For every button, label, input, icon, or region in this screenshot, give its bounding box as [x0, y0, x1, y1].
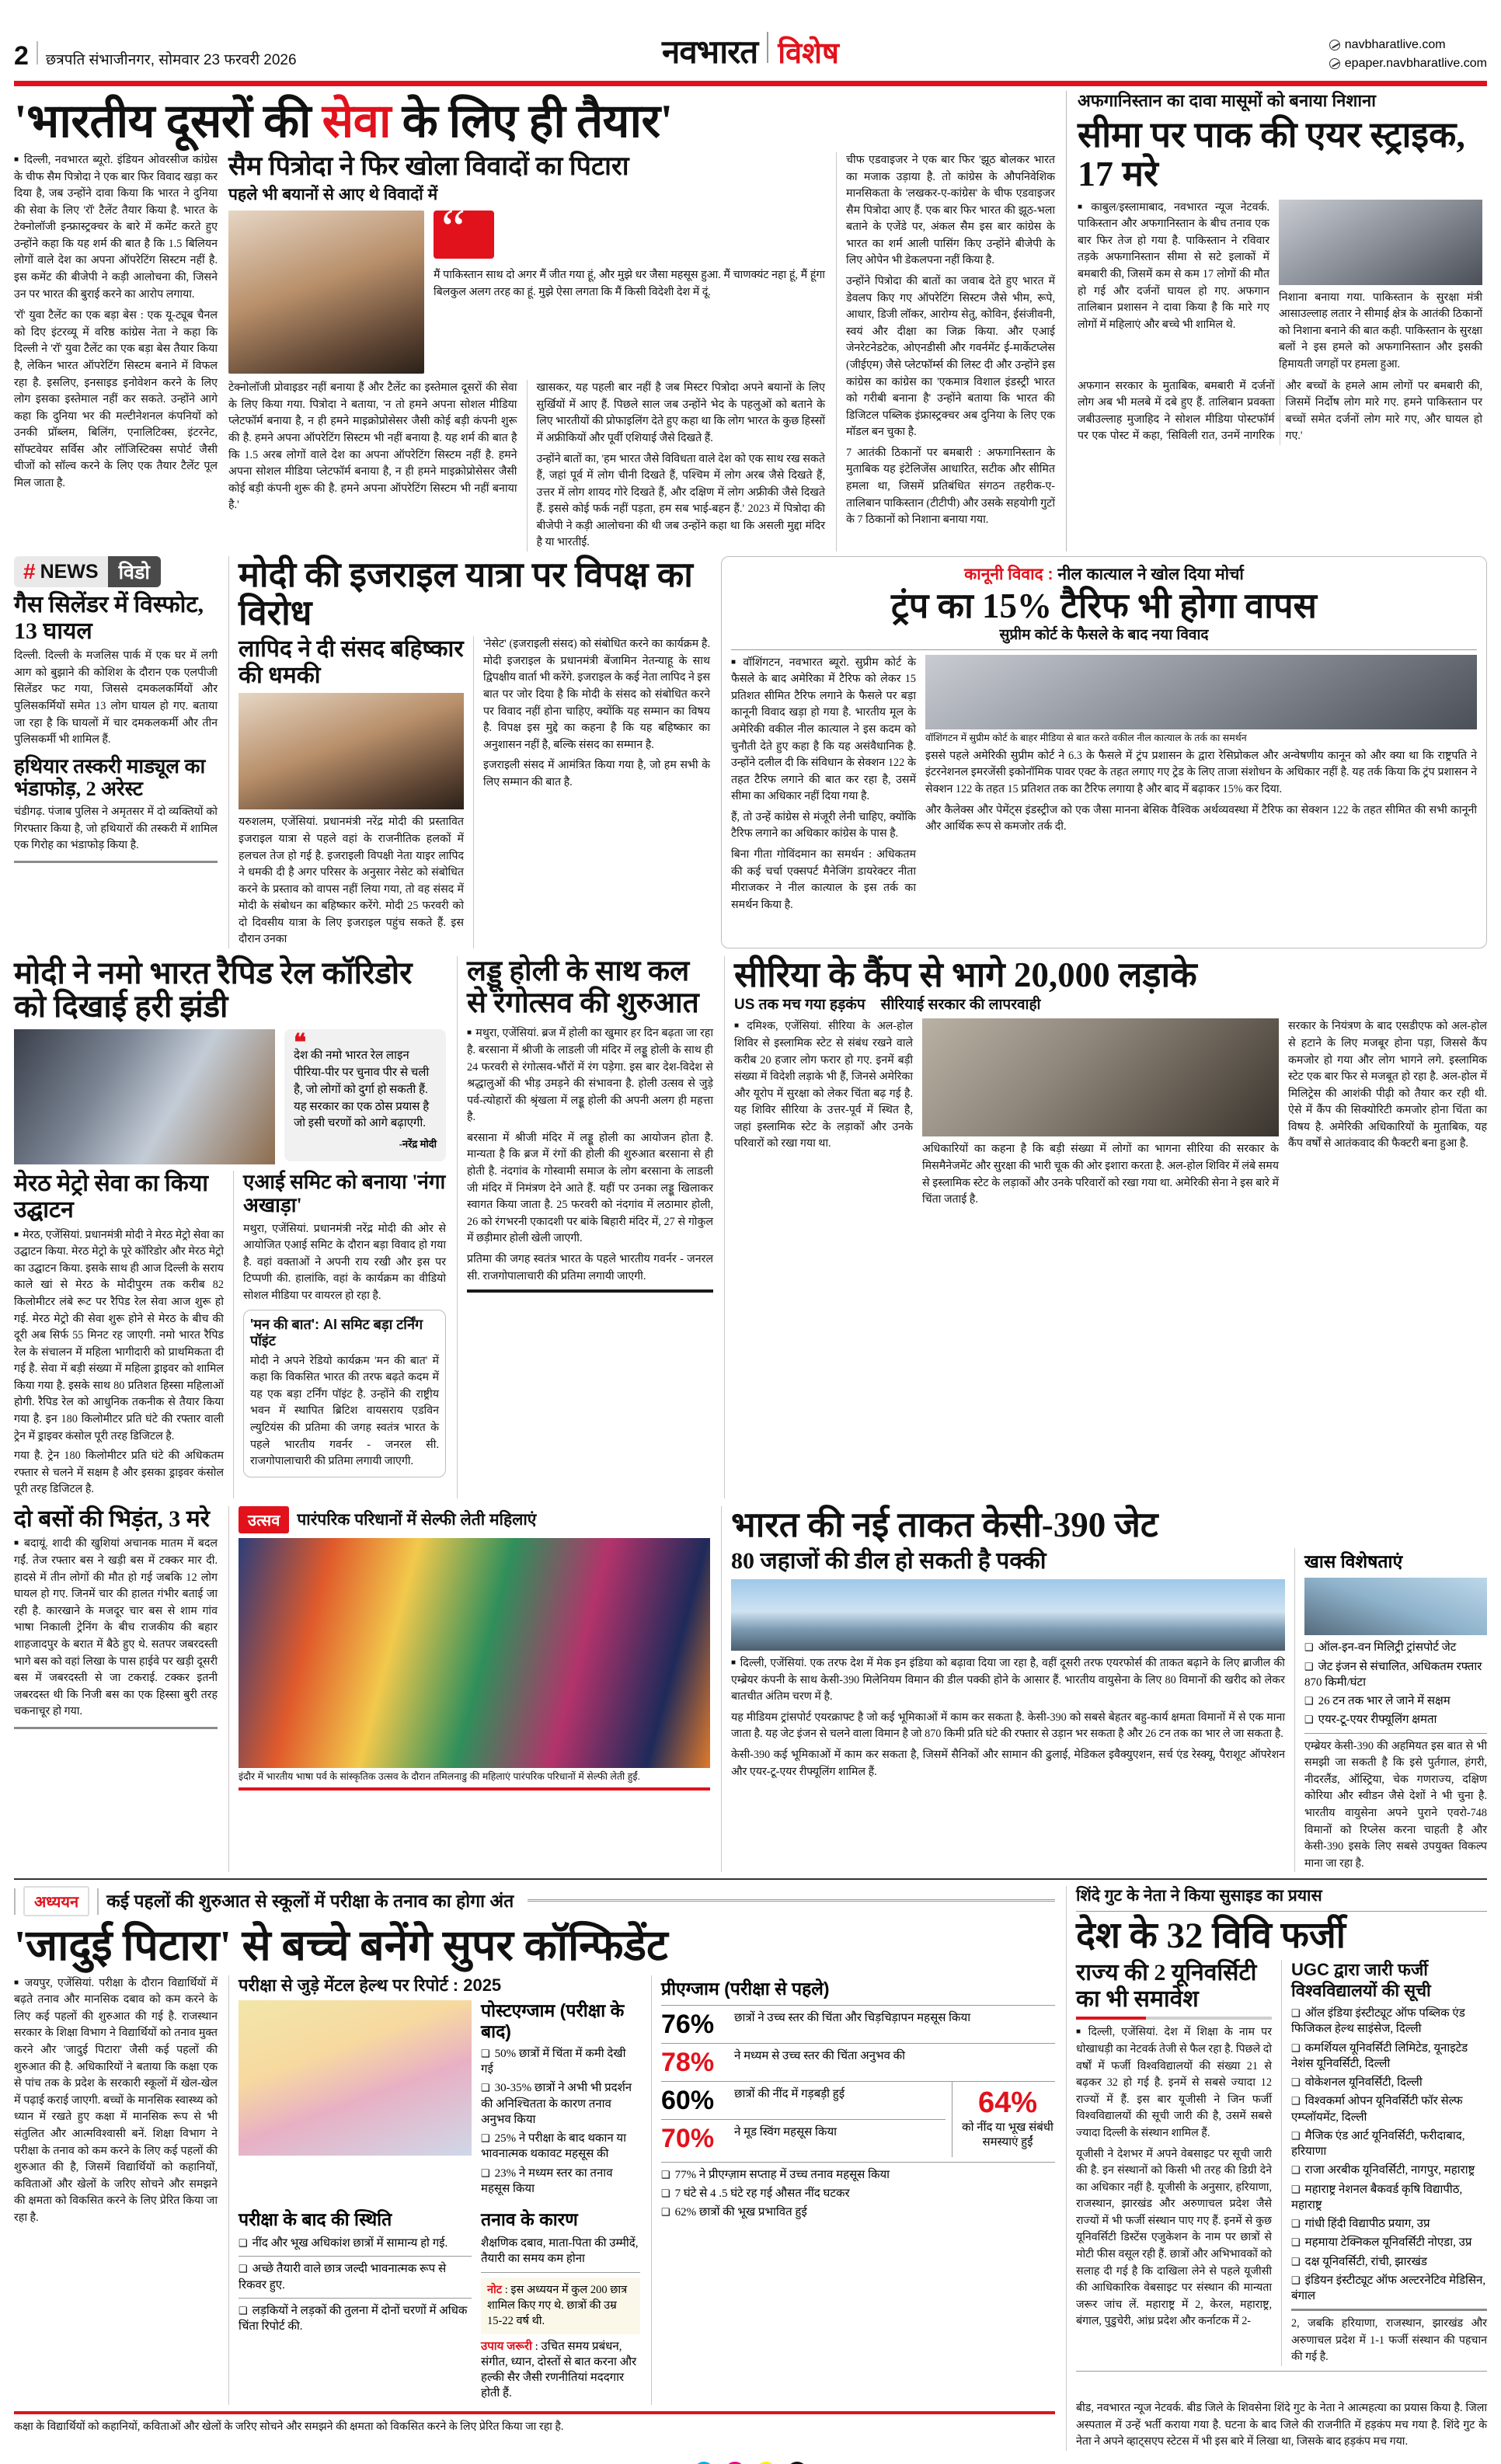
lead-col2-p1: टेक्नोलॉजी प्रोवाइडर नहीं बनाया हैं और टैलेंट का इस्तेमाल दूसरों की सेवा के लिए किया गया. पित्रोदा ने बताया, 'न तो हमने अपना सोशल मीडिया प्लेटफॉर्म बनाया है, न ही हमने माइक्रोप्रोसेसर जैसी कोई बड़ी कंपनी शुरू की है. हमने अपना ऑपरेटिंग सिस्टम भी नहीं बनाया है. यह शर्म की बात है कि 1.5 अरब लोगों वाले देश का अपना ऑपरेटिंग सिस्टम नहीं है. हमने अपना सोशल मीडिया प्लेटफॉर्म बनाया है, न ही हमने माइक्रोप्रोसेसर जैसी कोई बड़ी कंपनी शुरू की है. हमने अपना ऑपरेटिंग सिस्टम भी नहीं बनाया है.' [228, 381, 517, 512]
c390-left [731, 1548, 1285, 1872]
remedy-block [481, 2339, 640, 2402]
fake-univ-item: ❑ ऑल इंडिया इंस्टीट्यूट ऑफ पब्लिक एंड फिजिकल हेल्थ साइंसेज, दिल्ली [1291, 2006, 1487, 2038]
namo-rail-tail: गया है. ट्रेन 180 किलोमीटर प्रति घंटे की अधिकतम रफ्तार से चलने में सक्षम है और इसका ड्राइवर कंसोल पूरी तरह डिजिटल है. [14, 1450, 224, 1496]
quote-mark-icon [434, 211, 494, 259]
study-report-col [228, 1975, 640, 2405]
namo-rail-quote-author: -नरेंद्र मोदी [399, 1138, 437, 1150]
photo-lapid [239, 693, 464, 809]
trump-p5: और कैलेक्स और पेमेंट्स इंडस्ट्रीज को एक जैसा मानना बेसिक वैश्विक अर्थव्यवस्था में टैरिफ का सेक्शन 122 के तहत सीमित की सभी कानूनी और आर्थिक रूप से कमजोर तर्क दी. [925, 803, 1477, 834]
fake-univ-tail: 2, जबकि हरियाणा, राजस्थान, झारखंड और अरुणाचल प्रदेश में 1-1 फर्जी संस्थान की पहचान की गई है. [1291, 2317, 1487, 2364]
lead-quote-p1: मैं पाकिस्तान साथ दो अगर मैं जीत गया हूं, और मुझे धर जैसा महसूस हुआ. मैं चाणक्यंट नहा हूं, मैं हूंगा बिलकुल अलग तरह का हूं. मुझे ऐसा लगता कि मैं किसी विदेशी देश में दूं. [434, 269, 825, 298]
page-number: 2 [14, 41, 29, 71]
remedy-label: उपाय जरूरी [481, 2340, 532, 2353]
pak-strike-p3: अफगान सरकार के मुताबिक, बमबारी में दर्जनों लोग अब भी मलबे में दबे हुए हैं. तालिबान प्रवक्ता जबीउल्लाह मुजाहिद ने सोशल मीडिया पोस्टफॉर्म पर एक पोस्ट में कहा, 'सिविली रात, उनमें नागरिक और बच्चों के हमले आम लोगों पर बमबारी की, जिसमें निर्दोष लोग मारे गए. हमने पाकिस्तान पर बच्चों समेत दर्जनों लोग मारे गए, और घायल हो गए.' [1078, 379, 1482, 443]
lead-col3-p2: उन्होंने बातों का, 'हम भारत जैसे विविधता वाले देश को एक साथ रख सकते हैं, जहां पूर्व में लोग चीनी दिखते हैं, पश्चिम में लोग अरब जैसे दिखते हैं, उत्तर में लोग शायद गोरे दिखते हैं, और दक्षिण में लोग अफ्रीकी जैसे दिखते हैं. इससे कोई फर्क नहीं पड़ता, हम सब भाई-बहन हैं.' 2023 में पित्रोदा की बीजेपी ने कड़ी आलोचना की थी जब उन्होंने कहा था कि असली मुद्दा मंदिर है या भारतीई. [536, 452, 825, 549]
bus-crash-body: ■ बदायूं. शादी की खुशियां अचानक मातम में बदल गईं. तेज रफ्तार बस ने खड़ी बस में टक्कर मार दी. हादसे में तीन लोगों की मौत हो गई जबकि 12 लोग घायल हो गए. जिनमें चार की हालत गंभीर बताई जा रही है. कारखाने के मजदूर चार बस से शाम गांव भाषा निकाली ट्रेनिंग के बीच राजकीय की बहार शाहजादपुर के बरात में बैठे हुए थे. सतपर जबरदस्ती भागे बस को वहां लिखा के पास हाईवे पर खड़ी दूसरी बस में जबरदस्ती से जा टकराई. टक्कर इतनी जबरदस्त थी कि निजी बस का एक हिस्सा बुरी तरह चकनाचूर हो गया. [14, 1536, 218, 1720]
lead-headline-part2: के लिए ही तैयार' [391, 96, 673, 147]
c390-feature-item: ❑ एयर-टू-एयर रीफ्यूलिंग क्षमता [1304, 1712, 1487, 1728]
pak-strike-story [1066, 91, 1482, 552]
syria-kicker-left: US तक मच गया हड़कंप [734, 996, 865, 1013]
website-url-main: navbharatlive.com [1344, 38, 1446, 51]
syria-col2 [922, 1018, 1279, 1208]
trump-tariff-story [721, 556, 1487, 948]
lead-kicker: पहले भी बयानों से आए थे विवादों में [228, 186, 438, 204]
fourth-block [14, 1506, 1487, 1872]
study-tag: अध्ययन [23, 1886, 89, 1916]
study-intro-col [14, 1975, 218, 2405]
stat-row [661, 2043, 1055, 2081]
meerut-metro-story [14, 1171, 224, 1498]
globe-icon [1329, 40, 1340, 50]
study-report-title: परीक्षा से जुड़े मेंटल हेल्थ पर रिपोर्ट : 2025 [239, 1975, 502, 1995]
c390-subheadline: 80 जहाजों की डील हो सकती है पक्की [731, 1548, 1047, 1575]
c390-headline: भारत की नई ताकत केसी-390 जेट [731, 1505, 1158, 1544]
hash-icon: # [23, 559, 36, 584]
globe-icon [1329, 58, 1340, 69]
syria-col3 [1288, 1018, 1487, 1208]
trump-kicker-rest: नील कात्याल ने खोल दिया मोर्चा [1053, 566, 1244, 584]
stat-value: 64% [977, 2086, 1038, 2119]
masthead-logo-group [662, 29, 839, 73]
syria-kicker-right: सीरियाई सरकार की लापरवाही [880, 996, 1041, 1013]
cause-title: तनाव के कारण [481, 2209, 578, 2230]
lead-photo-wrap [228, 211, 424, 374]
after-exam-item: ❑ नींद और भूख अधिकांश छात्रों में सामान्य हो गई. [239, 2236, 472, 2251]
stat-value: 70% [661, 2123, 715, 2153]
publication-logo: नवभारत [662, 33, 758, 70]
study-divider-line [528, 1899, 1055, 1904]
study-intro: ■ जयपुर, एजेंसियां. परीक्षा के दौरान विद्यार्थियों में बढ़ते तनाव और मानसिक दबाव को कम करने के लिए कई पहलों की शुरुआत की गई है. राजस्थान सरकार के शिक्षा विभाग ने विद्यार्थियों को तनाव मुक्त करने और 'जादुई पिटारा' जैसी कई पहलों की शुरुआत की है. अधिकारियों ने बताया कि कक्षा एक से पांच तक के प्रदेश के सरकारी स्कूलों में खेल-खेल में पढ़ाई कराई जाएगी. बच्चों के मानसिक स्वास्थ्य को ध्यान में रखते हुए कक्षा में मानसिक रूप से भी संतुलित और आत्मविश्वासी बनें. शिक्षा विभाग ने परीक्षा के तनाव को कम करने के लिए कई पहलों की शुरुआत की है, जिसमें विद्यार्थियों को कहानियों, कविताओं और खेलों के जरिए सोचने और समझने की क्षमता को विकसित करने के लिए प्रेरित किया जा रहा है. [14, 1975, 218, 2227]
post-exam-item: ❑ 50% छात्रों में चिंता में कमी देखी गई [481, 2046, 640, 2078]
pak-strike-p1: ■ काबुल/इस्लामाबाद, नवभारत न्यूज नेटवर्क. पाकिस्तान और अफगानिस्तान के बीच तनाव एक बार फिर तेज हो गया है. पाकिस्तान ने रविवार तड़के अफगानिस्तान सीमा से सटे इलाकों में बमबारी की, जिसमें कम से कम 17 लोगों की मौत हो गई और दर्जनों घायल हो गए. अफगान तालिबान प्रशासन ने दावा किया है कि मारे गए लोगों में महिलाएं और बच्चे भी शामिल थे. [1078, 200, 1269, 334]
fake-univ-item: ❑ मैजिक एंड आर्ट यूनिवर्सिटी, फरीदाबाद, हरियाणा [1291, 2128, 1487, 2160]
second-block [14, 556, 1487, 948]
website-url-epaper: epaper.navbharatlive.com [1344, 57, 1487, 70]
lapid-subheadline: लापिद ने दी संसद बहिष्कार की धमकी [239, 636, 464, 688]
bus-crash-story [14, 1506, 218, 1872]
masthead-websites [1329, 36, 1487, 73]
bottom-right-col [1066, 1886, 1487, 2451]
cause-col [481, 2206, 640, 2404]
video-badge-label: विडो [108, 556, 161, 587]
pak-strike-col2 [1279, 200, 1482, 374]
pak-strike-kicker: अफगानिस्तान का दावा मासूमों को बनाया निशाना [1078, 91, 1376, 110]
lead-col-4 [836, 152, 1055, 552]
news-video-badge[interactable] [14, 556, 161, 587]
stat-value: 78% [661, 2047, 715, 2077]
c390-features-title: खास विशेषताएं [1304, 1551, 1403, 1572]
modi-israel-col1 [239, 636, 464, 948]
stats-bullet: ❑ 7 घंटे से 4 .5 घंटे रह गई औसत नींद घटकर [661, 2186, 1055, 2201]
lead-headline-highlight: सेवा [322, 96, 392, 147]
c390-p3: केसी-390 कई भूमिकाओं में काम कर सकता है, जिसमें सैनिकों और सामान की ढुलाई, मेडिकल इवैक्युएशन, सर्च एंड रेस्क्यू, पैराशूट ऑपरेशन और एयर-टू-एयर रीफ्यूलिंग शामिल हैं. [731, 1748, 1285, 1778]
syria-headline: सीरिया के कैंप से भागे 20,000 लड़ाके [734, 955, 1197, 995]
stat-row [661, 2005, 1055, 2043]
post-exam-item: ❑ 23% ने मध्यम स्तर का तनाव महसूस किया [481, 2166, 640, 2198]
fake-univ-item: ❑ विश्वकर्मा ओपन यूनिवर्सिटी फॉर सेल्फ एम्प्लॉयमेंट, दिल्ली [1291, 2093, 1487, 2125]
ai-summit-story [233, 1171, 446, 1498]
third-block [14, 956, 1487, 1498]
syria-p2: अधिकारियों का कहना है कि बड़ी संख्या में लोगों का भागना सीरिया की सरकार के मिसमैनेजमेंट और सुरक्षा की भारी चूक की ओर इशारा करता है. अल-होल शिविर में लंबे समय से इस्लामिक स्टेट के लड़ाकों और उनके परिवारों को रखा गया था. अमेरिकी सेना ने इस बारे में चिंता जताई है. [922, 1143, 1279, 1206]
festival-subtitle: पारंपरिक परिधानों में सेल्फी लेती महिलाएं [297, 1511, 537, 1530]
photo-festival-selfie [239, 1538, 710, 1768]
top-block [14, 91, 1487, 552]
trump-col2 [925, 655, 1477, 914]
study-cartoon-wrap [239, 2000, 472, 2200]
stat-text: ने मध्यम से उच्च स्तर की चिंता अनुभव की [734, 2049, 905, 2062]
festival-photo-block [228, 1506, 710, 1872]
stats-left-group [661, 2082, 952, 2157]
pak-strike-col1 [1078, 200, 1269, 374]
remedy-text: : उचित समय प्रबंधन, संगीत, ध्यान, दोस्तों से बात करना और हल्की सैर जैसी रणनीतियां मददगार होती हैं. [481, 2340, 637, 2400]
cause-text: शैक्षणिक दबाव, माता-पिता की उम्मीदें, तैयारी का समय कम होना [481, 2237, 639, 2266]
namo-rail-photo-col [14, 1029, 275, 1164]
namo-rail-pullquote [284, 1029, 446, 1161]
fake-univ-item: ❑ इंडियन इंस्टीट्यूट ऑफ अल्टरनेटिव मेडिसिन, बंगाल [1291, 2273, 1487, 2305]
laddu-holi-story [457, 956, 713, 1498]
pre-exam-title: प्रीएग्जाम (परीक्षा से पहले) [661, 1978, 830, 1999]
news-video-body: दिल्ली. दिल्ली के मजलिस पार्क में एक घर में लगी आग को बुझाने की कोशिश के दौरान एक एलपीजी सिलेंडर फट गया, जिससे दमकलकर्मियों और पुलिसकर्मियों समेत 13 लोग घायल हो गए. बताया जा रहा है कि घायलों में चार दमकलकर्मी और तीन पुलिसकर्मी भी शामिल हैं. [14, 649, 218, 747]
suicide-body: बीड, नवभारत न्यूज नेटवर्क. बीड जिले के शिवसेना शिंदे गुट के नेता ने आत्महत्या का प्रयास किया है. जिला अस्पताल में उन्हें भर्ती कराया गया है. घटना के बाद जिले की राजनीति में हड़कंप मच गया है. शिंदे गुट के नेता ने अपने व्हाट्सएप स्टेटस में भी इस बारे में लिखा था, जिसके बाद हड़कंप मच गया. [1076, 2402, 1487, 2448]
modi-israel-headline: मोदी की इजराइल यात्रा पर विपक्ष का विरोध [239, 555, 693, 632]
lead-subheadline: सैम पित्रोदा ने फिर खोला विवादों का पिटारा [228, 152, 629, 181]
trump-p1: ■ वॉशिंगटन, नवभारत ब्यूरो. सुप्रीम कोर्ट के फैसले के बाद अमेरिका में टैरिफ को लेकर 15 प्रतिशत सीमित टैरिफ लगाने के फैसले पर बड़ा कानूनी विवाद खड़ा हो गया है. भारतीय मूल के अमेरिकी वकील नील कात्याल ने इस कदम को चुनौती देते हुए कहा है कि यह असंवैधानिक है. उन्होंने दलील दी कि संविधान के सेक्शन 122 के तहत टैरिफ लगाने की बात कर रहा है, उसमें सीमा का अधिकार नहीं दिया गया है. [731, 655, 916, 806]
photo-neal-katyal [925, 655, 1477, 729]
website-link-1[interactable] [1329, 36, 1487, 54]
syria-p1: ■ दमिश्क, एजेंसियां. सीरिया के अल-होल शिविर से इस्लामिक स्टेट से संबंध रखने वाले करीब 20 हजार लोग फरार हो गए. इनमें बड़ी संख्या में विदेशी लड़ाके भी हैं, जिनसे अमेरिका और यूरोप में सुरक्षा को लेकर चिंता बढ़ गई है. यह शिविर सीरिया के उत्तर-पूर्व में स्थित है, जहां इस्लामिक स्टेट के लड़ाकों और उनके परिवारों को रखा गया था. [734, 1018, 913, 1153]
post-exam-item: ❑ 25% ने परीक्षा के बाद थकान या भावनात्मक थकावट महसूस की [481, 2131, 640, 2163]
after-exam-item: ❑ लड़कियों ने लड़कों की तुलना में दोनों चरणों में अधिक चिंता रिपोर्ट की. [239, 2303, 472, 2335]
fake-univ-item: ❑ दक्ष यूनिवर्सिटी, रांची, झारखंड [1291, 2254, 1487, 2270]
logo-divider [767, 32, 768, 63]
lead-col4-p2: उन्होंने पित्रोदा की बातों का जवाब देते हुए भारत में डेवलप किए गए ऑपरेटिंग सिस्टम जैसे भीम, रूपे, आधार, डिजी लॉकर, आरोग्य सेतु, कोविन, ईसंजीवनी, स्वयं और दीक्षा का जिक्र किया. और एआई जेनरेटनेडटेक, ओएनडीसी और गवर्नमेंट ई-मार्केटप्लेस (जीईएम) जैसे प्लेटफॉर्म्स की लिस्ट दी और उन्होंने इस कांग्रेस का कांग्रेस का 'एकमात्र विशाल इंडस्ट्री भारत को गरीबी बनाना है' उन्होंने बताया कि भारत की डिजिटल पब्लिक इंफ्रास्ट्रक्चर अब दुनिया के लिए एक मॉडल बन चुका है. [846, 275, 1055, 439]
modi-israel-story [228, 556, 710, 948]
trump-kicker-red: कानूनी विवाद : [964, 566, 1053, 584]
fake-univ-item: ❑ कमर्शियल यूनिवर्सिटी लिमिटेड, यूनाइटेड नेशंस यूनिवर्सिटी, दिल्ली [1291, 2041, 1487, 2072]
fake-univ-p2: यूजीसी ने देशभर में अपने वेबसाइट पर सूची जारी की है. इन संस्थानों को किसी भी तरह की डिग्री देने का अधिकार नहीं है. यूजीसी के अनुसार, हरियाणा, राजस्थान, झारखंड और अरुणाचल प्रदेश जैसे राज्यों में भी फर्जी संस्थान पाए गए हैं. इनमें से कुछ यूनिवर्सिटी डिस्टेंस एजुकेशन के नाम पर छात्रों से मोटी फीस वसूल रही हैं. छात्रों और अभिभावकों को सलाह दी गई है कि दाखिला लेने से पहले यूजीसी की आधिकारिक वेबसाइट पर संस्थान की मान्यता जरूर जांच लें. महाराष्ट्र में 2, केरल, महाराष्ट्र, बंगाल, पुडुचेरी, आंध्र प्रदेश और कर्नाटक में 2- [1076, 2147, 1272, 2328]
man-ki-baat-headline: 'मन की बात': AI समिट बड़ा टर्निंग पॉइंट [250, 1316, 423, 1349]
masthead-red-rule [14, 81, 1487, 86]
modi-israel-body3: इजराइली संसद में आमंत्रित किया गया है, जो हम सभी के लिए सम्मान की बात है. [483, 759, 710, 788]
lead-col1-p2: 'रॉ' युवा टैलेंट का एक बड़ा बेस : एक यू-ट्यूब चैनल को दिए इंटरव्यू में वरिष्ठ कांग्रेस नेता ने कहा कि दिल्ली ने 'रॉ' युवा टैलेंट का एक बड़ा बेस तैयार किया है, लेकिन भारत ऑपरेटिंग सिस्टम बनाने में विफल रहा है. इसलिए, इनसाइड इनोवेशन करने के लिए लोग इसका इस्तेमाल नहीं कर सकते. उन्होंने आगे कहा कि दुनिया भर की मल्टीनेशनल कंपनियों को उनकी प्रॉब्लम, बिलिंग, एनालिटिक्स, इंटरनेट, सॉफ्टवेयर सर्विस और लॉजिस्टिक्स सपोर्ट जैसी चीजों को सॉल्व करने के लिए एक तैयार टैलेंट पूल मिल जाता है. [14, 309, 218, 489]
festival-photo-caption: इंदौर में भारतीय भाषा पर्व के सांस्कृतिक उत्सव के दौरान तमिलनाडु की महिलाएं पारंपरिक परिधानों में सेल्फी लेती हुईं. [239, 1770, 640, 1782]
lead-quote-col [434, 211, 825, 374]
post-exam-title: पोस्टएग्जाम (परीक्षा के बाद) [481, 2000, 625, 2041]
photo-namo-rail [14, 1029, 275, 1164]
lead-headline-part1: 'भारतीय दूसरों की [14, 96, 322, 147]
after-exam-col [239, 2206, 472, 2404]
grey-underline [1146, 2017, 1272, 2020]
c390-feature-item: ❑ ऑल-इन-वन मिलिट्री ट्रांसपोर्ट जेट [1304, 1640, 1487, 1655]
stat-text: छात्रों ने उच्च स्तर की चिंता और चिड़चिड़ापन महसूस किया [734, 2011, 971, 2024]
syria-story [724, 956, 1487, 1498]
gun-smuggling-body: चंडीगढ़. पंजाब पुलिस ने अमृतसर में दो व्यक्तियों को गिरफ्तार किया है, जो हथियारों की तस्करी में शामिल एक गिरोह का भंडाफोड़ किया है. [14, 805, 218, 852]
study-footer-text: कक्षा के विद्यार्थियों को कहानियों, कविताओं और खेलों के जरिए सोचने और समझने की क्षमता को विकसित करने के लिए प्रेरित किया जा रहा है. [14, 2420, 564, 2433]
cmyk-registration-marks [14, 2451, 1487, 2464]
news-badge-label: # NEWS [14, 556, 108, 587]
trump-kicker [731, 565, 1477, 584]
modi-israel-body2: 'नेसेट' (इजराइली संसद) को संबोधित करने का कार्यक्रम है. मोदी इजराइल के प्रधानमंत्री बेंजामिन नेतन्याहू के साथ द्विपक्षीय वार्ता भी करेंगे. इजराइल के कई नेता लापिद ने इस बात पर जोर दिया है कि मोदी के संसद को संबोधित करने पर विवाद नहीं होना चाहिए, क्योंकि यह सम्मान का विषय है. विपक्ष इस मुद्दे का कहना है कि यह बहिष्कार का अनुशासन नहीं है, बल्कि संसद का सम्मान है. [483, 638, 710, 751]
masthead-divider [37, 41, 38, 64]
quote-icon: ❝ [294, 1030, 307, 1056]
lead-center [228, 152, 825, 552]
fake-univ-p1: ■ दिल्ली, एजेंसियां. देश में शिक्षा के नाम पर धोखाधड़ी का नेटवर्क तेजी से फैल रहा है. पिछले दो वर्षों में फर्जी विश्वविद्यालयों की संख्या 21 से बढ़कर 32 हो गई है. इनमें से सबसे ज्यादा 12 राज्यों में हैं. इस बार यूजीसी ने जिन फर्जी विश्वविद्यालयों की सूची जारी की है, उसमें सबसे ज्यादा दिल्ली के संस्थान शामिल हैं. [1076, 2024, 1272, 2142]
trump-subhead: सुप्रीम कोर्ट के फैसले के बाद नया विवाद [999, 626, 1209, 643]
stats-bullet: ❑ 62% छात्रों की भूख प्रभावित हुई [661, 2205, 1055, 2220]
lead-col3-p1: खासकर, यह पहली बार नहीं है जब मिस्टर पित्रोदा अपने बयानों के लिए सुर्खियों में आए हैं. पिछले साल जब उन्होंने भेद के पहलुओं को बताने के लिए भारतीयों की प्रोफाइलिंग देते हुए कहा था कि लोग भारत के कुछ हिस्सों में अफ्रीकियों और पूर्वी एशियाई जैसे दिखते हैं. [536, 381, 825, 444]
website-link-2[interactable] [1329, 54, 1487, 73]
suicide-kicker: शिंदे गुट के नेता ने किया सुसाइड का प्रयास [1076, 1887, 1322, 1905]
stats-panel [651, 1975, 1055, 2405]
trump-headline: ट्रंप का 15% टैरिफ भी होगा वापस [891, 586, 1317, 626]
after-exam-title: परीक्षा के बाद की स्थिति [239, 2209, 392, 2230]
masthead [14, 0, 1487, 78]
festival-tag: उत्सव [239, 1506, 289, 1533]
stat-row [661, 2119, 946, 2157]
section-label: विशेष [778, 37, 839, 70]
masthead-left [14, 41, 297, 71]
laddu-holi-p3: प्रतिमा की जगह स्वतंत्र भारत के पहले भारतीय गवर्नर - जनरल सी. राजगोपालाचारी की प्रतिमा लगायी जाएगी. [467, 1252, 713, 1282]
trump-p2: इससे पहले अमेरिकी सुप्रीम कोर्ट ने 6.3 के फैसले में ट्रंप प्रशासन के द्वारा रेसिप्रोकल और अन्वेषणीय कानून को और क्या था कि राष्ट्रपति ने इंटरनेशनल इमरजेंसी इकोनॉमिक पावर एक्ट के तहत लगाए गए ट्रेड के लिए ताजा संशोधन के अधिकार नहीं है. यह तर्क किया कि ट्रंप प्रशासन ने सेक्शन 122 के तहत 15 प्रतिशत तक का टैरिफ लगाया है और बाद में बढ़ाकर 15% कर दिया. [925, 749, 1477, 796]
trump-photo-caption: वॉशिंगटन में सुप्रीम कोर्ट के बाहर मीडिया से बात करते वकील नील कात्याल के तर्क का समर्थन [925, 732, 1247, 743]
meerut-metro-headline: मेरठ मेट्रो सेवा का किया उद्घाटन [14, 1171, 208, 1223]
man-ki-baat-body: मोदी ने अपने रेडियो कार्यक्रम 'मन की बात' में कहा कि विकसित भारत की तरफ बढ़ते कदम में यह एक बड़ा टर्निंग पॉइंट है. उन्होंने की राष्ट्रीय भवन में स्थापित ब्रिटिश वायसराय एडविन ल्युटियंस की प्रतिमा की जगह स्वतंत्र भारत के पहले भारतीय गवर्नर - जनरल सी. राजगोपालाचारी की प्रतिमा लगायी जाएगी. [250, 1354, 439, 1468]
fake-univ-list-col [1281, 1960, 1487, 2366]
ai-summit-headline: एआई समिट को बनाया 'नंगा अखाड़ा' [243, 1171, 446, 1217]
ai-summit-body: मथुरा, एजेंसियां. प्रधानमंत्री नरेंद्र मोदी की ओर से आयोजित एआई समिट के दौरान बड़ा विवाद हो गया है. वहां वक्ताओं ने अपनी राय रखी और इस पर टिप्पणी की. हालांकि, वहां के कार्यक्रम का वीडियो सोशल मीडिया पर वायरल हो रहा है. [243, 1222, 446, 1302]
bus-crash-headline: दो बसों की भिड़ंत, 3 मरे [14, 1505, 210, 1532]
note-text: : इस अध्ययन में कुल 200 छात्र शामिल किए गए थे. छात्रों की उम्र 15-22 वर्ष थी. [487, 2283, 628, 2328]
study-headline: 'जादुई पिटारा' से बच्चे बनेंगे सुपर कॉन्फिडेंट [14, 1922, 668, 1970]
stat-text: छात्रों की नींद में गड़बड़ी हुई [734, 2087, 845, 2100]
photo-sam-pitroda [228, 211, 424, 374]
laddu-holi-headline: लड्डू होली के साथ कल से रंगोत्सव की शुरुआत [467, 955, 699, 1019]
c390-side-body: एम्ब्रेयर केसी-390 की अहमियत इस बात से भी समझी जा सकती है कि इसे पुर्तगाल, हंगरी, नीदरलैंड, ऑस्ट्रिया, चेक गणराज्य, दक्षिण कोरिया और स्वीडन जैसे देशों ने भी चुना है. भारतीय वायुसेना अपने पुराने एवरो-748 विमानों को रिप्लेस करना चाहती है और केसी-390 इसके लिए सबसे उपयुक्त विकल्प माना जा रहा है. [1304, 1739, 1487, 1870]
news-video-col [14, 556, 218, 948]
post-exam-col [481, 2000, 640, 2200]
fake-univ-headline: देश के 32 विवि फर्जी [1076, 1915, 1346, 1956]
photo-pak-strike [1279, 200, 1482, 285]
stats-bullets [661, 2162, 1055, 2221]
stat-value: 76% [661, 2009, 715, 2039]
fake-univ-left [1076, 1960, 1272, 2366]
c390-story [721, 1506, 1487, 1872]
lead-col-1 [14, 152, 218, 552]
trump-p4: बिना गीता गोविंदमान का समर्थन : अधिकतम की कई चर्चा एक्सपर्ट मैनेजिंग डायरेक्टर नीता मीराजकर ने नील कात्याल के इस तर्क का समर्थन किया है. [731, 847, 916, 911]
stat-highlight [952, 2082, 1055, 2157]
fake-univ-item: ❑ राजा अरबीक यूनिवर्सिटी, नागपुर, महाराष्ट्र [1291, 2163, 1487, 2178]
suicide-headline [1076, 2376, 1487, 2400]
study-note [481, 2278, 640, 2334]
lead-headline [14, 97, 1055, 146]
modi-israel-col2 [473, 636, 710, 948]
study-story [14, 1886, 1055, 2451]
fake-univ-subheadline: राज्य की 2 यूनिवर्सिटी का भी समावेश [1076, 1960, 1257, 2012]
syria-p3: सरकार के नियंत्रण के बाद एसडीएफ को अल-होल से हटाने के लिए मजबूर होना पड़ा, जिससे कैंप कमजोर हो गया और लोग भागने लगे. इस्लामिक स्टेट एक बार फिर से मजबूत हो रहा है. अल-होल में मिलिट्रेस की आशंकी पीढ़ी को तैयार कर रही थी. ऐसे में कैंप की सिक्योरिटी कमजोर होना चिंता का विषय है. अमेरिकी अधिकारियों के मुताबिक, यह कैंप वर्षों से आतंकवाद की फैक्टरी बना हुआ है. [1288, 1020, 1487, 1150]
dateline: छत्रपति संभाजीनगर, सोमवार 23 फरवरी 2026 [45, 52, 297, 68]
lead-col4-p3: 7 आतंकी ठिकानों पर बमबारी : अफगानिस्तान के मुताबिक यह इंटेलिजेंस आधारित, सटीक और सीमित हमला था, जिसमें प्रतिबंधित संगठन तहरीक-ए-तालिबान पाकिस्तान (टीटीपी) और उसके सहयोगी गुटों के 7 ठिकानों को निशाना बनाया गया. [846, 446, 1055, 527]
fake-univ-item: ❑ वोकेशनल यूनिवर्सिटी, दिल्ली [1291, 2075, 1487, 2090]
photo-exam-stress-cartoon [239, 2000, 472, 2156]
fake-univ-item: ❑ महमाया टेक्निकल यूनिवर्सिटी नोएडा, उप्र [1291, 2235, 1487, 2250]
study-kicker: कई पहलों की शुरुआत से स्कूलों में परीक्षा के तनाव का होगा अंत [106, 1891, 514, 1912]
stat-text: ने मूड स्विंग महसूस किया [734, 2125, 838, 2139]
fake-univ-list-title: UGC द्वारा जारी फर्जी विश्वविद्यालयों की सूची [1291, 1960, 1431, 2000]
gun-smuggling-headline: हथियार तस्करी माड्यूल का भंडाफोड़, 2 अरेस्ट [14, 754, 206, 801]
stat-text: को नींद या भूख संबंधी समस्याएं हुईं [962, 2121, 1053, 2149]
pak-strike-p2: निशाना बनाया गया. पाकिस्तान के सुरक्षा मंत्री आसाउल्लाह लतार ने सीमाई क्षेत्र के आतंकी ठिकानों को निशाना बनाने की बात कही. पाकिस्तान के सुरक्षा बलों ने इस हमले को अफगानिस्तान और इसकी हिमायती जगहों पर हमला हुआ. [1279, 291, 1482, 371]
laddu-holi-p2: बरसाना में श्रीजी मंदिर में लड्डू होली का आयोजन होता है. मान्यता है कि ब्रज में रंगों की होली की शुरुआत बरसाना से ही होती है. नंदगांव के गोस्वामी समाज के लोग बरसाना के लाडली जी मंदिर में निमंत्रण देने आते हैं. यहीं पर उनका लड्डू खिलाकर स्वागत किया जाता है. 25 फरवरी को नंदगांव में लठामार होली, 26 को रंगभरनी एकादशी पर बांके बिहारी मंदिर में, 27 से गोकुल में छड़ीमार होली खेली जाएगी. [467, 1131, 713, 1245]
red-underline [1076, 2017, 1146, 2020]
news-video-headline: गैस सिलेंडर में विस्फोट, 13 घायल [14, 592, 204, 644]
photo-syria-camp [922, 1018, 1279, 1136]
stat-value: 60% [661, 2085, 715, 2115]
lead-col2 [228, 380, 517, 552]
namo-rail-quote-text: देश की नमो भारत रेल लाइन पीरिया-पीर पर चुनाव पीर से चली है, जो लोगों को दुर्गा हो सकती हैं. यह सरकार का एक ठोस प्रयास है जो इसी चरणों को आगे बढ़ाएगी. [294, 1049, 430, 1130]
after-exam-item: ❑ अच्छे तैयारी वाले छात्र जल्दी भावनात्मक रूप से रिकवर हुए. [239, 2261, 472, 2293]
pak-strike-headline: सीमा पर पाक की एयर स्ट्राइक, 17 मरे [1078, 115, 1465, 194]
photo-c390-sky [1304, 1578, 1487, 1635]
c390-feature-item: ❑ 26 टन तक भार ले जाने में सक्षम [1304, 1693, 1487, 1709]
laddu-holi-p1: ■ मथुरा, एजेंसियां. ब्रज में होली का खुमार हर दिन बढ़ता जा रहा है. बरसाना में श्रीजी के लाडली जी मंदिर में लड्डू होली के साथ ही 24 फरवरी से रंगोत्सव-भौंरों में रंग पड़ेगा. इस बार देश-विदेश से श्रद्धालुओं की भीड़ उमड़ने की संभावना है. होली उत्सव से जुड़े पर्व-त्योहारों की श्रृंखला में लड्डू होली की अपनी अलग ही महत्ता है. [467, 1025, 713, 1126]
trump-col1 [731, 655, 916, 914]
namo-rail-story [14, 956, 446, 1498]
fake-univ-item: ❑ गांधी हिंदी विद्यापीठ प्रयाग, उप्र [1291, 2216, 1487, 2232]
c390-p2: यह मीडियम ट्रांसपोर्ट एयरक्राफ्ट है जो कई भूमिकाओं में काम कर सकता है. केसी-390 को सबसे बेहतर बहु-कार्य क्षमता विमानों में से एक माना जाता है. यह जेट इंजन से चलने वाला विमान है जो 870 किमी प्रति घंटे की रफ्तार से उड़ान भर सकता है और 26 टन तक का भार ले जा सकता है. [731, 1711, 1285, 1741]
stats-bullet: ❑ 77% ने प्रीएग्ज़ाम सप्ताह में उच्च तनाव महसूस किया [661, 2167, 1055, 2183]
man-ki-baat-box [243, 1310, 446, 1477]
lead-col4-p1: चीफ एडवाइजर ने एक बार फिर 'झूठ बोलकर भारत का मजाक उड़ाया है. तो कांग्रेस के औपनिवेशिक मानसिकता के 'लखकर-ए-कांग्रेस' के चीफ एडवाइजर सैम पित्रोदा आए हैं. एक बार फिर भारत की झूठ-भला बताने के एजेंडे पर, अंकल सैम इस बार कांग्रेस के भारत का शर्म आली पासिंग किए उन्होंने बीजेपी के लिए ओपेन भी डेकलपना नहीं किया है. [846, 154, 1055, 267]
bottom-block [14, 1886, 1487, 2451]
namo-rail-headline: मोदी ने नमो भारत रैपिड रेल कॉरिडोर को दिखाई हरी झंडी [14, 955, 413, 1025]
stat-row [661, 2082, 946, 2119]
namo-rail-quote-col [284, 1029, 446, 1164]
c390-feature-item: ❑ जेट इंजन से संचालित, अधिकतम रफ्तार 870 किमी/घंटा [1304, 1659, 1487, 1691]
fake-univ-item: ❑ महाराष्ट्र नेशनल बैकवर्ड कृषि विद्यापीठ, महाराष्ट्र [1291, 2182, 1487, 2214]
meerut-metro-body: ■ मेरठ, एजेंसियां. प्रधानमंत्री मोदी ने मेरठ मेट्रो सेवा का उद्घाटन किया. मेरठ मेट्रो के पूरे कॉरिडोर और मेरठ मेट्रो का उद्घाटन किया. इसके साथ ही आज दिल्ली के सराय काले खां से मेरठ के मोदीपुरम तक करीब 82 किलोमीटर लंबे रूट पर रैपिड रेल सेवा आज शुरू हो गई. मेरठ मेट्रो की सेवा शुरू होने से मेरठ के बीच की दूरी अब सिर्फ 55 मिनट रह जाएगी. नमो भारत रैपिड रेल के संचालन में महिला भागीदारी को प्राथमिकता दी गई है. सेवा में बड़ी संख्या में महिला ड्राइवर को शामिल किया गया है. इसके साथ 80 प्रतिशत हिस्सा महिलाओं होगी. रैपिड रेल को आधुनिक तकनीक से तैयार किया गया है. इन 180 किलोमीटर प्रति घंटे की रफ्तार वाली ट्रेन में ड्राइवर कंसोल पूरी तरह डिजिटल है. [14, 1227, 224, 1446]
c390-features [1294, 1548, 1487, 1872]
modi-israel-body1: यरुशलम, एजेंसियां. प्रधानमंत्री नरेंद्र मोदी की प्रस्तावित इजराइल यात्रा से पहले वहां के राजनीतिक हलकों में हलचल तेज हो गई है. इजराइली विपक्षी नेता याइर लापिद ने धमकी दी है अगर परिसर के अनुसार नेसेट को संबोधित करने के प्रस्ताव को वापस नहीं लिया गया, तो वह संसद में मोदी के संबोधन का बहिष्कार करेंगे. मोदी 25 फरवरी को दो दिवसीय यात्रा के लिए इजराइल पहुंच सकते हैं. इस दौरान उनका [239, 816, 464, 946]
trump-p3: हैं, तो उन्हें कांग्रेस से मंजूरी लेनी चाहिए, क्योंकि टैरिफ लगाने का अधिकार कांग्रेस के पास है. [731, 810, 916, 840]
syria-col1 [734, 1018, 913, 1208]
note-label: नोट [487, 2283, 503, 2296]
post-exam-item: ❑ 30-35% छात्रों ने अभी भी प्रदर्शन की अनिश्चितता के कारण तनाव अनुभव किया [481, 2080, 640, 2128]
lead-col3 [527, 380, 826, 552]
c390-p1: ■ दिल्ली, एजेंसियां. एक तरफ देश में मेक इन इंडिया को बढ़ावा दिया जा रहा है, वहीं दूसरी तरफ एयरफोर्स की ताकत बढ़ाने के लिए ब्राजील की एम्ब्रेयर कंपनी के साथ केसी-390 मिलेनियम विमान की डील पक्की होने के आसार हैं. भारतीय वायुसेना के लिए 80 विमानों की खरीद को लेकर बातचीत अंतिम चरण में है. [731, 1655, 1285, 1706]
lead-col1-p1: ■ दिल्ली, नवभारत ब्यूरो. इंडियन ओवरसीज कांग्रेस के चीफ सैम पित्रोदा ने एक बार फिर विवाद खड़ा कर दिया है, जब उन्होंने दावा किया कि भारत ने दुनिया की सेवा के लिए 'रॉ' टैलेंट तैयार किया है. भारत के टेक्नोलॉजी इन्फ्रास्ट्रक्चर के बारे में कमेंट करते हुए उन्होंने कहा कि यह शर्म की बात है कि 1.5 बिलियन लोगों वाले देश का अपना ऑपरेटिंग सिस्टम नहीं है. इस कमेंट की बीजेपी ने कड़ी आलोचना की, जिसने उन पर भारत की बुराई करने का आरोप लगाया. [14, 152, 218, 303]
lead-story [14, 91, 1055, 552]
photo-c390-jet [731, 1579, 1285, 1651]
